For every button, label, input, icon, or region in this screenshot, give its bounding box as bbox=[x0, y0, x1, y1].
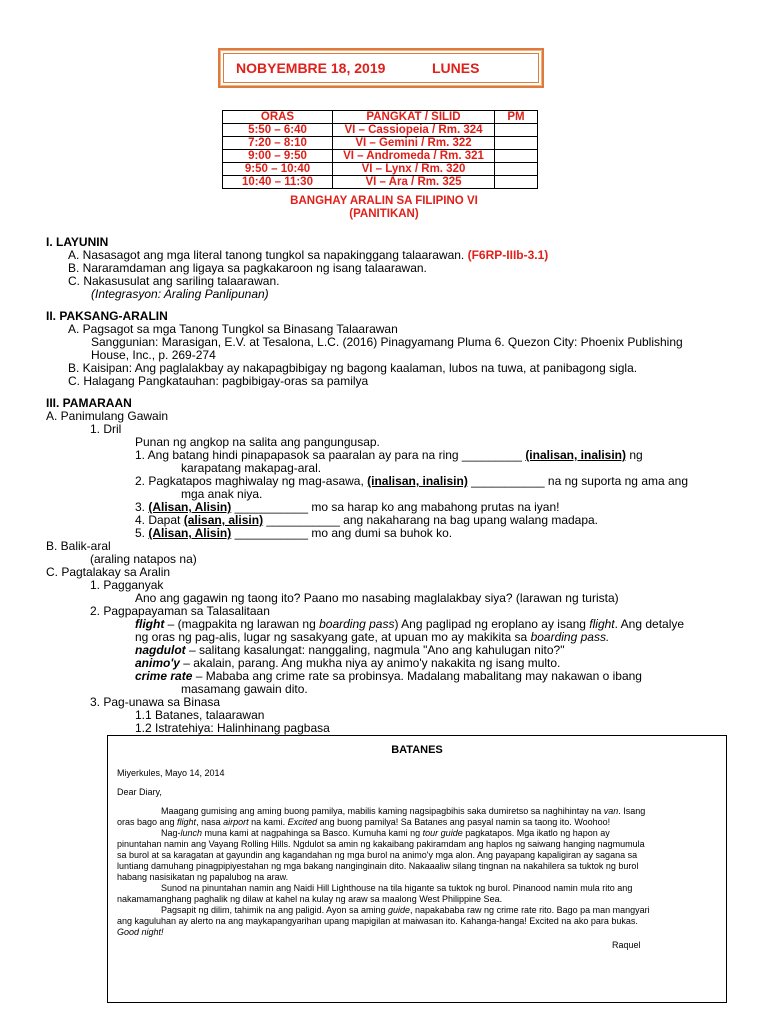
pagganyak-label: 1. Pagganyak bbox=[90, 578, 164, 592]
diary-line: luntiang damuhang pinagpipiyestahan ng mga bakang nanginginain dito. Nakaaaliw silang tingnan na nakahilera sa tuktok ng burol bbox=[117, 861, 639, 871]
dril-label: 1. Dril bbox=[90, 422, 122, 436]
table-header-row bbox=[223, 111, 538, 124]
vocab-crime-rate: crime rate – Mababa ang crime rate sa probinsya. Madalang mabalitang may nakawan o ibang bbox=[135, 669, 642, 683]
section-heading-layunin: I. LAYUNIN bbox=[46, 235, 109, 249]
diary-line: nakamamanghang paghalik ng dilaw at kahel na kulay ng araw sa maalong West Philippine Sea. bbox=[117, 894, 503, 904]
drill-item-5: 5. (Alisan, Alisin) ___________ mo ang dumi sa buhok ko. bbox=[135, 526, 453, 540]
table-cell: VI – Cassiopeia / Rm. 324 bbox=[333, 124, 495, 137]
table-cell: 9:50 – 10:40 bbox=[223, 163, 333, 176]
table-cell: VI – Ara / Rm. 325 bbox=[333, 176, 495, 189]
reference-line-2: House, Inc., p. 269-274 bbox=[91, 348, 216, 362]
pamaraan-a: A. Panimulang Gawain bbox=[46, 409, 169, 423]
balik-aral-note: (araling natapos na) bbox=[90, 552, 197, 566]
competency-code: (F6RP-IIIb-3.1) bbox=[467, 248, 549, 262]
table-row bbox=[223, 137, 538, 150]
table-cell: VI – Andromeda / Rm. 321 bbox=[333, 150, 495, 163]
drill-item-3: 3. (Alisan, Alisin) ___________ mo sa harap ko ang mabahong prutas na iyan! bbox=[135, 500, 560, 514]
vocab-flight: flight – (magpakita ng larawan ng boarding pass) Ang paglipad ng eroplano ay isang flight. Ang detalye bbox=[135, 617, 685, 631]
table-cell: 9:00 – 9:50 bbox=[223, 150, 333, 163]
column-header: PANGKAT / SILID bbox=[333, 111, 495, 124]
objective-c: C. Nakasusulat ang sariling talaarawan. bbox=[68, 274, 280, 288]
table-cell bbox=[495, 163, 538, 176]
diary-signoff: Good night! bbox=[117, 927, 164, 937]
objective-b: B. Nararamdaman ang ligaya sa pagkakaroon ng isang talaarawan. bbox=[68, 261, 427, 275]
diary-date: Miyerkules, Mayo 14, 2014 bbox=[117, 768, 225, 778]
sub-item-1-2: 1.2 Istratehiya: Halinhinang pagbasa bbox=[135, 721, 330, 735]
pagganyak-question: Ano ang gagawin ng taong ito? Paano mo nasabing maglalakbay siya? (larawan ng turista) bbox=[135, 591, 619, 605]
diary-line: pinuntahan namin ang Vayang Rolling Hills. Ngdulot sa amin ng kakaibang pakiramdam ang haplos ng saiwang hanging nagmumula bbox=[117, 839, 645, 849]
table-row bbox=[223, 163, 538, 176]
drill-item-1-cont: karapatang makapag-aral. bbox=[181, 461, 322, 475]
reference-line-1: Sanggunian: Marasigan, E.V. at Tesalona, L.C. (2016) Pinagyamang Pluma 6. Quezon City: Phoenix Publishing bbox=[91, 335, 683, 349]
section-heading-pamaraan: III. PAMARAAN bbox=[46, 396, 132, 410]
drill-item-1: 1. Ang batang hindi pinapapasok sa paaralan ay para na ring _________ (inalisan, inalisin) ng bbox=[135, 448, 643, 462]
diary-title: BATANES bbox=[391, 744, 443, 756]
table-cell: VI – Lynx / Rm. 320 bbox=[333, 163, 495, 176]
pamaraan-b: B. Balik-aral bbox=[46, 539, 111, 553]
paksa-a: A. Pagsagot sa mga Tanong Tungkol sa Binasang Talaarawan bbox=[68, 322, 398, 336]
diary-line: sa burol at sa karagatan at gayundin ang kagandahan ng mga burol na animo'y mga alon. Ang payapang kapaligiran ay sagana sa bbox=[117, 850, 638, 860]
diary-line: Nag-lunch muna kami at nagpahinga sa Basco. Kumuha kami ng tour guide pagkatapos. Mga ikatlo ng hapon ay bbox=[161, 828, 610, 838]
paksa-c: C. Halagang Pangkatauhan: pagbibigay-oras sa pamilya bbox=[68, 374, 369, 388]
table-cell bbox=[495, 150, 538, 163]
sub-item-1-1: 1.1 Batanes, talaarawan bbox=[135, 708, 265, 722]
diary-line: Pagsapit ng dilim, tahimik na ang paligid. Ayon sa aming guide, napakababa raw ng crime rate rito. Bago pa man mangyari bbox=[161, 905, 650, 915]
schedule-table bbox=[222, 110, 538, 189]
table-cell bbox=[495, 176, 538, 189]
table-cell: VI – Gemini / Rm. 322 bbox=[333, 137, 495, 150]
drill-item-2-cont: mga anak niya. bbox=[181, 487, 263, 501]
vocab-nagdulot: nagdulot – salitang kasalungat: nanggaling, nagmula "Ano ang kahulugan nito?" bbox=[135, 643, 565, 657]
table-cell: 7:20 – 8:10 bbox=[223, 137, 333, 150]
diary-line: habang nasisikatan ng papalubog na araw. bbox=[117, 872, 289, 882]
diary-line: ang kaguluhan ay alerto na ang maykapangyarihan upang mapigilan at maiwasan ito. Kahanga-hanga! Excited na ako para bukas. bbox=[117, 916, 638, 926]
column-header: PM bbox=[495, 111, 538, 124]
vocab-crime-rate-cont: masamang gawain dito. bbox=[181, 682, 308, 696]
diary-signature: Raquel bbox=[612, 940, 641, 950]
document-title: BANGHAY ARALIN SA FILIPINO VI bbox=[290, 195, 478, 207]
date-label: NOBYEMBRE 18, 2019 bbox=[236, 60, 386, 76]
document-subtitle: (PANITIKAN) bbox=[349, 208, 419, 220]
table-cell: 10:40 – 11:30 bbox=[223, 176, 333, 189]
table-cell bbox=[495, 137, 538, 150]
table-row bbox=[223, 176, 538, 189]
talasalitaan-label: 2. Pagpapayaman sa Talasalitaan bbox=[90, 604, 270, 618]
table-cell: 5:50 – 6:40 bbox=[223, 124, 333, 137]
day-label: LUNES bbox=[432, 60, 480, 76]
pamaraan-c: C. Pagtalakay sa Aralin bbox=[46, 565, 171, 579]
objective-a: A. Nasasagot ang mga literal tanong tungkol sa napakinggang talaarawan. (F6RP-IIIb-3.1) bbox=[68, 248, 549, 262]
drill-item-4: 4. Dapat (alisan, alisin) ___________ ang nakaharang na bag upang walang madapa. bbox=[135, 513, 599, 527]
integration-note: (Integrasyon: Araling Panlipunan) bbox=[91, 287, 269, 301]
drill-item-2: 2. Pagkatapos maghiwalay ng mag-asawa, (inalisan, inalisin) ___________ na ng suporta ng ama ang bbox=[135, 474, 689, 488]
diary-line: Sunod na pinuntahan namin ang Naidi Hill Lighthouse na tila higante sa tuktok ng burol. Pinanood namin mula rito ang bbox=[161, 883, 633, 893]
section-heading-paksa: II. PAKSANG-ARALIN bbox=[46, 309, 168, 323]
pag-unawa-label: 3. Pag-unawa sa Binasa bbox=[90, 695, 221, 709]
diary-line: oras bago ang flight, nasa airport na kami. Excited ang buong pamilya! Sa Batanes ang pasyal namin sa taong ito. Woohoo! bbox=[117, 817, 611, 827]
diary-line: Maagang gumising ang aming buong pamilya, mabilis kaming nagsipagbihis saka dumiretso sa naghihintay na van. Isang bbox=[161, 806, 646, 816]
dril-instruction: Punan ng angkop na salita ang pangungusap. bbox=[135, 435, 380, 449]
table-row bbox=[223, 124, 538, 137]
column-header: ORAS bbox=[223, 111, 333, 124]
diary-greeting: Dear Diary, bbox=[117, 787, 162, 797]
vocab-flight-cont: ng oras ng pag-alis, lugar ng sasakyang gate, at upuan mo ay makikita sa boarding pass. bbox=[135, 630, 610, 644]
paksa-b: B. Kaisipan: Ang paglalakbay ay nakapagbibigay ng bagong kaalaman, lubos na tuwa, at panibagong sigla. bbox=[68, 361, 638, 375]
vocab-animoy: animo'y – akalain, parang. Ang mukha niya ay animo'y nakakita ng isang multo. bbox=[135, 656, 561, 670]
table-row bbox=[223, 150, 538, 163]
table-cell bbox=[495, 124, 538, 137]
